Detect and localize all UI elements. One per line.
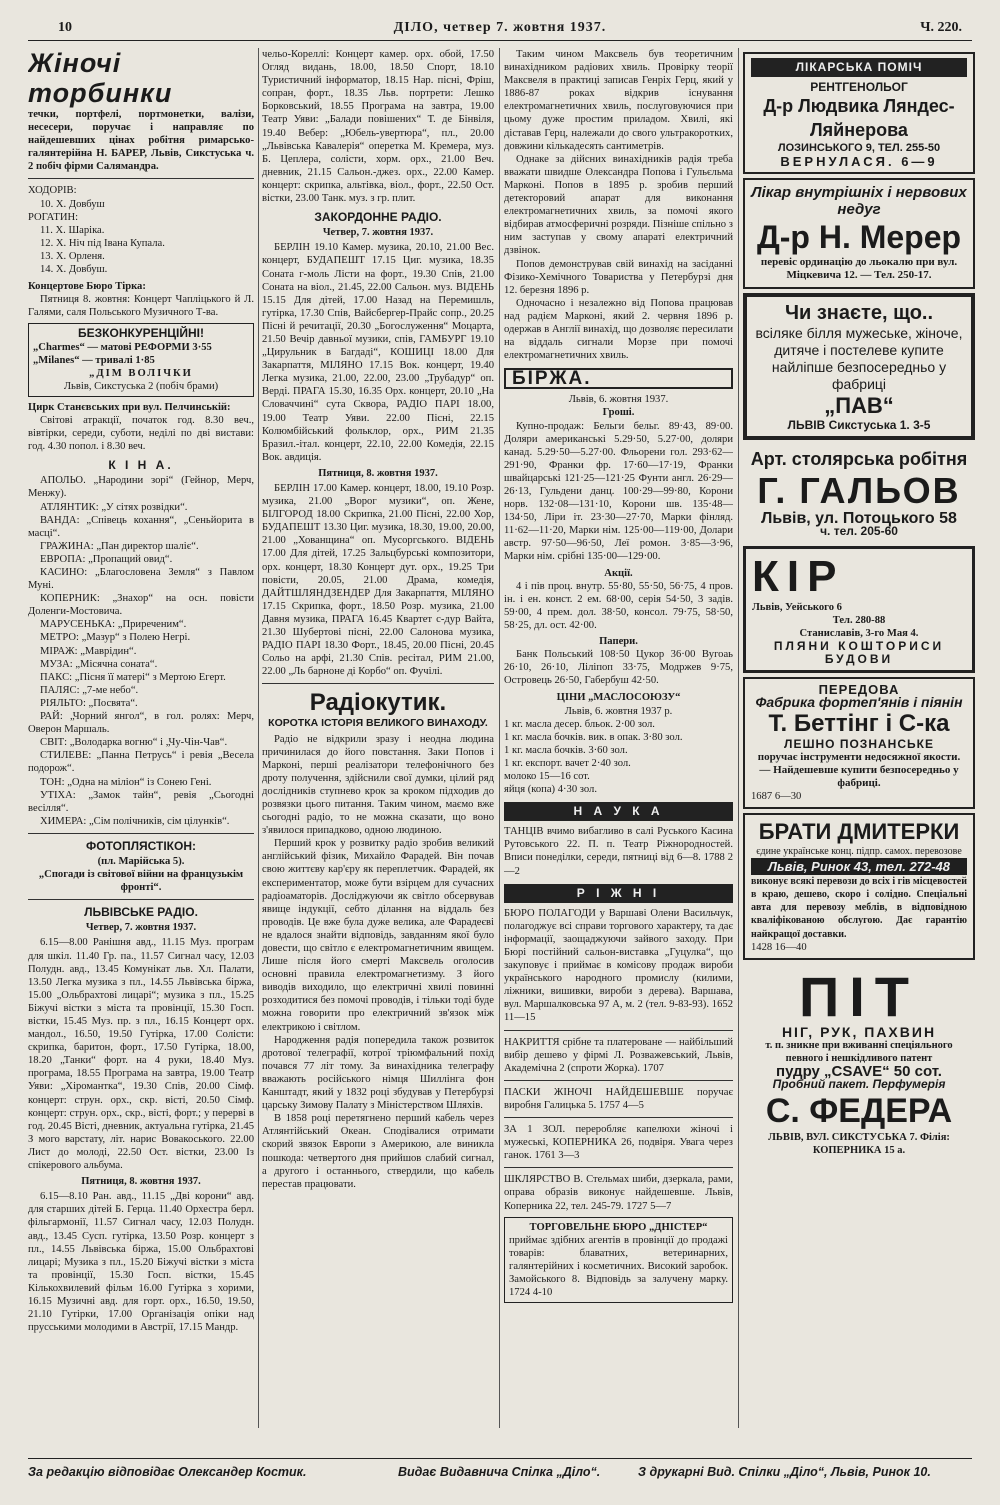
fotoplastikon-address: (пл. Марійська 5). xyxy=(97,855,185,867)
money-heading: Гроші. xyxy=(602,407,635,419)
ad-text: ПЛЯНИ КОШТОРИСИ БУДОВИ xyxy=(773,639,945,667)
masthead: ДІЛО, четвер 7. жовтня 1937. xyxy=(393,20,607,35)
ad-code: 1687 6—30 xyxy=(751,790,802,802)
ad-company: С. ФЕДЕРА xyxy=(765,1092,953,1131)
ad-address: Львів, Ринок 43, тел. 272-48 xyxy=(751,858,967,875)
footer-printer: З друкарні Вид. Спілки „Діло“, Львів, Ринок 10. xyxy=(638,1465,931,1479)
ad-subtitle: єдине українське конц. підпр. самох. перевозове xyxy=(756,845,962,857)
classified-ad: ЗА 1 ЗОЛ. переробляє капелюхи жіночі і мужеські, КОПЕРНИКА 26, подвіря. Увага через ганок. 1761 3—3 xyxy=(504,1124,733,1162)
article-paragraph: Перший крок у розвитку радіо зробив великий англійський фізик, Михайло Фарадей. Він почав свою життєву кар'єру як переплетчик. Фарадей, як експериментатор, може бути взірцем для сучасних радіоаматорів. Досліджуючи як світло обсервував явище індукції, себто ділання на віддаль без проводів. Це вже була дуже велика, але Фарадеєві не вдалося знайти відповідь, завданням якої було довести, що світло є електромагнетичним явищем. Лише після його смерті Максвель оголосив основні правила електромагнетизму. З його виводів виходило, що електричні хвилі повинні розходитися без помочі проводів, і тільки тоді буде можна говорити про електричний зв'язок між електрикою і світлом. xyxy=(262,838,494,1033)
column-2 xyxy=(262,48,494,1191)
ad-line: „ДІМ ВОЛІЧКИ xyxy=(89,367,193,379)
footer-editor: За редакцію відповідає Олександер Костик. xyxy=(28,1465,307,1479)
list-item: 11. X. Шаріка. xyxy=(40,224,105,236)
list-item: СТИЛЕВЕ: „Панна Петрусь“ і ревія „Весела подорож“. xyxy=(28,750,254,775)
list-item: ЕВРОПА: „Пропащий овид“. xyxy=(40,553,173,565)
shares-rates: 4 і пів проц. внутр. 55·80, 55·50, 56·75, 4 пров. ін. і ен. конст. 2 ем. 68·00, серія 54·50, 3 задів. 59·00, 4 прем. дол. 38·50, консол. 79·75, 58·50, 58·25, дл. ост. 42·00. xyxy=(504,580,733,631)
list-item: КАСИНО: „Благословена Земля“ з Павлом Муні. xyxy=(28,567,254,592)
list-item: МЕТРО: „Мазур“ з Полею Негрі. xyxy=(40,632,191,644)
divider xyxy=(28,178,254,179)
article-paragraph: В 1858 році перетягнено перший кабель через Атлянтійський Океан. Сподівалися отримати скорий звязок Европи з Америкою, але виникла пошкода: четвертого дня прийшов слабий сигнал, а другого і останнього, ствердили, що кабель перестав працювати. xyxy=(262,1113,494,1190)
lviv-radio-day: Четвер, 7. жовтня 1937. xyxy=(85,922,197,934)
ad-note: ВЕРНУЛАСЯ. 6—9 xyxy=(780,154,938,170)
list-item: МІРАЖ: „Маврідин“. xyxy=(40,645,137,657)
cinema-title: К І Н А. xyxy=(108,458,174,473)
article-subtitle: КОРОТКА ІСТОРІЯ ВЕЛИКОГО ВИНАХОДУ. xyxy=(268,717,488,730)
column-3 xyxy=(504,48,733,1307)
lviv-radio-title: ЛЬВІВСЬКЕ РАДІО. xyxy=(84,905,198,920)
bags-ad-title: Жіночі торбинки xyxy=(28,48,173,108)
list-item: ХИМЕРА: „Сім полічників, сім цілунків“. xyxy=(40,815,230,827)
divider xyxy=(28,899,254,900)
classified-ad: БЮРО ПОЛАГОДИ у Варшаві Олени Васильчук, полагоджує всі справи торгового характеру, та дає інформації, заощаджуючи зайвого заходу. При Бюрі постійний сальон-виставка „Гуцулка“, що закуповує і приймає в комісову продаж вироби українського народного промислу (килими, ліжники, вишивки, вироби з дерева). Варшава, вул. Маршалковська 97 А, м. 2 (тел. 9-83-93). 1652 11—15 xyxy=(504,907,733,1024)
list-item: МАРУСЕНЬКА: „Приреченим“. xyxy=(40,619,187,631)
ad-text: виконує всякі перевози до всіх і гів місцевостей в краю, дешево, скоро і солідно. Спеціальні авта для перевозу меблів, в відповідною кваліфікованою обслугою. Дає гарантію найкращої доставки. xyxy=(751,876,968,940)
ad-title: Чи знаєте, що.. xyxy=(784,301,934,324)
column-1 xyxy=(28,48,254,1334)
classified-ad: НАКРИТТЯ срібне та платероване — найбільший вибір дешево у фірмі Л. Розважевський, Львів, Академічна 2 (спроти Жорка). 1707 xyxy=(504,1036,733,1074)
ad-title: ТОРГОВЕЛЬНЕ БЮРО „ДНІСТЕР“ xyxy=(529,1221,708,1233)
papers-heading: Папери. xyxy=(599,636,638,648)
ad-address: Львів, Уейського 6 xyxy=(752,601,842,613)
list-item: УТІХА: „Замок тайн“, ревія „Сьогодні весілля“. xyxy=(28,789,254,814)
list-item: ХОДОРІВ: xyxy=(28,185,77,197)
list-item: АПОЛЬО. „Народини зорі“ (Гейнор, Мерч, Менжу). xyxy=(28,475,254,500)
fotoplastikon-title: ФОТОПЛЯСТІКОН: xyxy=(86,838,196,853)
misc-banner: Р І Ж Н І xyxy=(504,884,733,903)
list-item: 1 кг. масла бочків. 3·60 зол. xyxy=(504,744,628,756)
article-paragraph: Одночасно і незалежно від Попова працював над радієм Марконі, який 2. червня 1896 р. одержав в Англії винахід, що дозволяє пересилати на віддаль сигнали Морзе при помочі електромагнетичних хвиль. xyxy=(504,297,733,362)
ad-line: „Milanes“ — тривалі 1·85 xyxy=(33,354,155,366)
list-item: яйця (копа) 4·30 зол. xyxy=(504,784,597,796)
doctor-ad-2 xyxy=(743,178,975,288)
ad-name: Д-р Н. Мерер xyxy=(756,219,962,256)
list-item: ТОН: „Одна на міліон“ із Сонею Гені. xyxy=(40,776,212,788)
list-item: МУЗА: „Місячна соната“. xyxy=(40,658,158,670)
list-item: РІЯЛЬТО: „Посвята“. xyxy=(40,697,138,709)
papers-rates: Банк Польський 108·50 Цукор 36·00 Вугоаь 26·10, 26·10, Ліліпоп 33·75, Модржев 9·75, Островець 26·50, Габербуш 42·50. xyxy=(504,649,733,687)
kir-ad xyxy=(743,546,975,673)
money-rates: Купно-продаж: Бельги бельг. 89·43, 89·00. Доляри американські 5.29·50, 5.27·00, доляри канад. 5.29·50—5.27·00. Фльорени гол. 293·62—291·90, Франки фр. 17·60—17·19, Франки швайцарські 121·25—121·25 Фунти англ. 26·29—26·13, Гульдени данц. 100·29—99·80, Корони норв. 132·08—131·10, Корони шв. 135·48—134·50, Ліри іт. 23·30—27·70, Марки фінляд. 11·62—11·20, Марки нім. 125·00—119·00, Долари австр. 97·50—96·50, Леї ромон. 3·85—3·96, Марки нім. срібні 135·00—129·00. xyxy=(504,420,733,563)
list-item: КОПЕРНИК: „Знахор“ на осн. повісти Доленги-Мостовича. xyxy=(28,593,254,618)
federa-ad xyxy=(743,964,975,1162)
ad-text: перевіс ординацію до льокалю при вул. Міцкевича 12. — Тел. 250-17. xyxy=(760,256,958,282)
piano-ad xyxy=(743,677,975,809)
ad-powder: пудру „CSAVE“ 50 сот. xyxy=(776,1063,942,1080)
divider xyxy=(504,1080,733,1081)
exchange-date: Львів, 6. жовтня 1937. xyxy=(568,394,669,406)
ad-name: Д-р Людвика Ляндес-Ляйнерова xyxy=(763,96,955,141)
ad-subtitle: Лікар внутрішніх і нервових недуг xyxy=(751,184,967,219)
dim-volichky-ad xyxy=(28,323,254,396)
ad-address: ЛОЗИНСЬКОГО 9, ТЕЛ. 255-50 xyxy=(777,142,941,155)
ad-text: всіляке білля мужеське, жіноче, дитяче і постелеве купите найліпше безпосередньо у фабриці xyxy=(755,324,963,392)
foreign-radio-day: Четвер, 7. жовтня 1937. xyxy=(322,227,434,239)
concert-text: Пятниця 8. жовтня: Концерт Чапліцького й Л. Галями, саля Польського Музичного Т-ва. xyxy=(28,294,254,319)
shares-heading: Акції. xyxy=(604,567,633,579)
page-footer xyxy=(28,1458,972,1479)
article-paragraph: Радіо не відкрили зразу і неодна людина причинилася до його повстання. Заки Попов і Марконі, перші реалізатори телефонічного без дроту получення, здійснили свої думки, цілий ряд дослідників ступнево крок за кроком підходив до розвязки цього питання. Таким чином, маємо вже сьогодні радіо, то не можна сказати, що воно з'явилося припадково, одною людиною. xyxy=(262,733,494,837)
list-item: ВАНДА: „Співець кохання“, „Сеньйорита в масці“. xyxy=(28,514,254,539)
article-paragraph: Таким чином Максвель був теоретичним винахідником радіових хвиль. Провірку теорії Максвеля в практиці записав Генріх Герц, який у 1886-87 роках відкрив існування електромагнетичних хвиль, послуговуючися при цьому дуже простим приладом. Хвилі, які діставав Герц, належали до свого ультракоротких, довжини кількадесять сантиметрів. xyxy=(504,49,733,152)
ad-name: БРАТИ ДМИТЕРКИ xyxy=(758,818,960,844)
bags-ad-text: течки, портфелі, портмонетки, валізи, несесери, поручає і направляє по найдешевших цінах робітня римарсько-галянтерійна Н. БАРЕР, Львів, Сикстуська ч. 2 побіч фірми Салямандра. xyxy=(28,109,254,173)
article-paragraph: Однаке за дійсних винахідників радія треба вважати швидше Олександра Попова і Гульєльма Марконі. Попов в 1895 р. зробив перший детекторовий апарат для виконання електромагнетичних хвиль, за помочі якого відбирав атмосферичні розряди. Пізніше спільно з ним заступав у свому апараті електричний дзвінок. xyxy=(504,153,733,257)
divider xyxy=(504,1030,733,1031)
lviv-radio-day: Пятниця, 8. жовтня 1937. xyxy=(81,1176,201,1188)
theatre-places xyxy=(28,184,254,276)
divider xyxy=(28,833,254,834)
science-banner: Н А У К А xyxy=(504,802,733,821)
ad-text: поручає інструменти недосяжної якости. — Найдешевше купити безпосередньо у фабриці. xyxy=(757,750,961,789)
ad-text: т. п. зникне при вживанні спеціяльного певного і нешкідливого патент xyxy=(765,1039,953,1064)
column-divider xyxy=(499,48,500,1428)
ad-city: ЛЕШНО ПОЗНАНСЬКЕ xyxy=(784,736,934,751)
dmyterky-ad xyxy=(743,813,975,960)
list-item: ГРАЖИНА: „Пан директор шаліє“. xyxy=(40,540,199,552)
list-item: 1 кг. масла десер. бльок. 2·00 зол. xyxy=(504,718,655,730)
column-4 xyxy=(743,48,975,1165)
page-header xyxy=(28,18,972,41)
prices-title: ЦІНИ „МАСЛОСОЮЗУ“ xyxy=(556,692,681,704)
cinema-list xyxy=(28,474,254,828)
ad-title: БЕЗКОНКУРЕНЦІЙНІ! xyxy=(78,326,204,341)
ad-phone: Тел. 280-88 xyxy=(832,614,886,626)
classified-ad: ШКЛЯРСТВО В. Стельмах шиби, дзеркала, рами, оправа образів виконує найдешевше. Львів, Коперника 22, тел. 245-79. 1727 5—7 xyxy=(504,1174,733,1212)
ad-phone: ч. тел. 205-60 xyxy=(820,523,898,538)
ad-code: 1428 16—40 xyxy=(751,941,807,953)
lviv-radio-program: 6.15—8.00 Ранішня авд., 11.15 Муз. програм для шкіл. 11.40 Гр. па., 11.57 Сигнал часу, 12.03 Полудн. авд., 13.45 Комунікат льв. Хл. Палати, 13.50 Легка музика з пл., 14.55 Львівська біржа, 15.00 „Ольбрахтові лицарі“; музика з пл., 15.25 Біжучі вістки з міста та провінції, 15.30 Госп. вістки, 15.45 Муз. пр. з пл., 16.15 Концерт орх. мандол., 16.50, 19.50 Гутірка, 17.00 Солісти: скрипка, баритон, форт., 17.50 Гутірка, 18.00, 18.20 „Танки“ форт. на 4 руки, 18.40 Муз. програма, 18.55 Програма на завтра, 19.00 Театр Уяви: „Хіромантка“, 19.30 Спів, 20.00 Сімф. концерт: струн. орх., скр. вісті, 20.50 Сімф. концерт: струн. орх., скр., вісті, форт.; у перерві в год. 20.45 Вісті, дневник, актуальна гутірка, 21.45 З мого варстату, літ. нарис Вовакоського. 22.00 Лист до молоді, 22.50 Ост. вістки, 23.00 Із спікерового альбума. xyxy=(28,937,254,1172)
list-item: 10. X. Довбуш xyxy=(40,198,105,210)
pav-ad xyxy=(743,293,975,440)
article-paragraph: Народження радія попередила також розвиток дротової телеграфії, котрої тріюмфальний похід почався 77 літ тому. За винахідника телеграфу вважають російського німця Шиллінга фон Канштадт, який у 1832 році збудував у Петербурзі царську Зимову Палату з Міністерством Шляхів. xyxy=(262,1034,494,1112)
concert-heading: Концертове Бюро Тірка: xyxy=(28,281,146,293)
article-paragraph: Попов демонстрував свій винахід на засіданні Фізико-Хемічного Товариства у Петербурзі дня 12. березня 1896 р. xyxy=(504,258,733,296)
ad-head: ПЕРЕДОВА xyxy=(818,682,900,698)
ad-line: Фабрика фортеп'янів і піянін xyxy=(755,694,963,711)
ad-line: Львів, Сикстуська 2 (побіч брами) xyxy=(63,380,219,392)
foreign-radio-title: ЗАКОРДОННЕ РАДІО. xyxy=(314,210,442,225)
ad-name: Г. ГАЛЬОВ xyxy=(757,469,961,511)
ad-brand: „ПАВ“ xyxy=(824,392,894,418)
column-divider xyxy=(738,48,739,1428)
ad-text: приймає здібних агентів в провінції до продажі товарів: блаватних, ветеринарних, галянтерійних і косметичних. Високий заробок. Замойського 8. Відповідь за залучену марку. 1724 4-10 xyxy=(509,1234,728,1299)
list-item: 1 кг. масла бочків. вик. в опак. 3·80 зол. xyxy=(504,731,683,743)
list-item: 1 кг. експорт. вачет 2·40 зол. xyxy=(504,757,631,769)
divider xyxy=(504,1117,733,1118)
ad-address: ЛЬВІВ Сикстуська 1. 3-5 xyxy=(787,417,931,432)
divider xyxy=(504,1167,733,1168)
list-item: АТЛЯНТИК: „У сітях розвідки“. xyxy=(40,501,188,513)
lviv-radio-program: 6.15—8.10 Ран. авд., 11.15 „Дві корони“ авд. для старших дітей Б. Герца. 11.40 Орхестра берл. фільгармонії, 11.57 Сигнал часу, 12.03 Полудн. авд., 13.45 Сусп. гутірка, 13.50 Розр. концерт з пл., 14.55 Львівська біржа, 15.00 Ольбрахтові лицарі; Музика з пл., 15.20 Біжучі вістки з міста та провінції, 15.30 Госп. вістки, 15.45 Кількохвилевий фільм 16.00 Гутірка з хорими, 16.15 Музичні авд. для горт. орх., 16.50, 19.50, 21.10 Гутірки, 17.00 Організація опіки над прусськими молодими в Австрії, 17.15 Мандр. xyxy=(28,1191,254,1334)
ad-name: ПІТ xyxy=(798,964,919,1028)
issue-number: Ч. 220. xyxy=(920,20,962,35)
circus-heading: Цирк Станєвських при вул. Пелчинській: xyxy=(28,401,231,413)
lviv-radio-continued: чельо-Кореллі: Концерт камер. орх. обой, 17.50 Огляд видань, 18.00, 18.50 Спорт, 18.10 Туристичний інформатор, 18.15 Нар. пісні, Фріш, сопран, форт., 18.35 Льв. портрети: Лешко Борковський, 18.55 Програма на завтра, 19.00 Театр Уяви: „Балади повішених“ Т. де Бінвіля, 19.40 Вебер: „Юбель-увертюра“, пл., 20.00 „Львівська Кавалерія“ оперетка М. Кремера, муз. Б. Цеплера, солісти, хорм. орх., 21.00 Веч. дневник, 21.15 Сальон.-джез. орх., 22.00 Камер. концерт: скрипка, альтівка, віол., форт., 22.50 Ост. вістки, 23.00 Танк. муз. з гр. плит. xyxy=(262,49,494,205)
foreign-radio-day: Пятниця, 8. жовтня 1937. xyxy=(318,467,438,479)
ad-name: КІР xyxy=(752,551,845,601)
ad-branch: Станиславів, 3-го Мая 4. xyxy=(799,628,919,640)
circus-text: Світові атракції, початок год. 8.30 веч., вівтірки, середи, суботи, неділі по дві вистави: год. 4.30 попол. і 8.30 веч. xyxy=(28,414,254,453)
ad-line: „Charmes“ — матові РЕФОРМИ 3·55 xyxy=(33,341,212,353)
ad-address: ЛЬВІВ, ВУЛ. СИКСТУСЬКА 7. Філія: КОПЕРНИКА 15 а. xyxy=(768,1132,950,1157)
foreign-radio-program: БЕРЛІН 19.10 Камер. музика, 20.10, 21.00 Вес. концерт, БУДАПЕШТ 17.15 Циг. музика, 18.35 Соната г-моль Лісти на форт., 19.30 Спів, 21.00 Соната на віол., 21.45, 22.00 Сальон. муз. ВІДЕНЬ 15.15 Для дітей, 17.00 Назад на Перемишль, гутірка, 17.30 Спів, Вайсбергер-Прайс сопр., 20.25 Пісні й речитації, 20.30 „Богослуження“ Моцарта, 21.50 Вечір давньої музики, спів, ГАМБУРГ 19.10 „Цирульник в Багдаді“, КОШИЦІ 18.00 Для Закарпаття, МІЛЯНО 17.15 Вок. концерт, 19.40 Легка музика, 21.00, 22.00, 23.00 „Трубадур“ оп. Верді. ПРАГА 15.30, 16.35 Орх. концерт, 20.10 „На Словаччині“ сута Скворa, РАДІО ПАРІ 18.00, 19.00 Театр Уяви. 22.00 Пісні, 22.15 Колюмбійський фольклор, орх., РИМ 21.35 Бразил.-італ. концерт, 22.10, 22.00 Комедія, 22.15 Вок. авдиція. xyxy=(262,242,494,463)
classified-ad: ТАНЦІВ вчимо вибагливо в салі Руського Касина Рутовського 22. П. п. Театр Ріжнородностей. Вписи понеділки, середи, пятниці від 6—8. 1788 2—2 xyxy=(504,826,733,877)
list-item: молоко 15—16 сот. xyxy=(504,770,590,782)
radio-corner-title: Радіокутик. xyxy=(309,689,447,717)
list-item: СВІТ: „Володарка вогню“ і „Чу-Чін-Чав“. xyxy=(40,737,228,749)
ad-subtitle: НІГ, РУК, ПАХВИН xyxy=(781,1023,937,1040)
list-item: РОГАТИН: xyxy=(28,211,79,223)
ad-role: РЕНТГЕНОЛЬОГ xyxy=(810,80,908,95)
galiov-ad xyxy=(743,444,975,542)
ad-banner: ЛІКАРСЬКА ПОМІЧ xyxy=(751,58,967,77)
list-item: 13. X. Орленя. xyxy=(40,250,105,262)
foreign-radio-program: БЕРЛІН 17.00 Камер. концерт, 18.00, 19.10 Розр. музика, 21.00 „Ворог музики“, оп. Жене, БІЛГОРОД 18.00 Скрипка, 21.00 Пісні, 22.00 Хор, БУДАПЕШТ 13.30 Циг. музика, 18.30, 19.00, 20.00, 21.00 „Хованщина“ оп. Мусоргського. ВІДЕНЬ 17.00 Для дітей, 17.25 Зальцбурські композитори, орх. концерт, 18.30 Концерт дут. орх., 19.25 Три повісти, 20.05, 21.00 Драма, комедія, ДАЙТШЛЯНДЗЕНДЕР Для Закарпаття, МІЛЯНО 17.15 Скрипка, форт., 18.50 Розр. музика, 21.00 Давня музика, ПРАГА 16.45 Квартет с-дур Вайта, 21.30 Шубертові пісні, 22.00 Салонова музика, РАДІО ПАРІ 18.30 Форт., 18.45, 20.00 Пісні, 20.45 Сольо на арфі, 21.30 Спів. ресітал, РИМ 21.00, 22.00 „Ль барноне ді Корбо“ оп. Фучілі. xyxy=(262,483,494,678)
prices-list xyxy=(504,718,733,797)
fotoplastikon-text: „Спогади із світової війни на французькім фронті“. xyxy=(38,869,244,894)
list-item: ПАКС: „Пісня її матері“ з Мертою Егерт. xyxy=(40,671,226,683)
doctor-ad-1 xyxy=(743,52,975,174)
footer-publisher: Видає Видавнича Спілка „Діло“. xyxy=(398,1465,601,1479)
classified-ad: ПАСКИ ЖІНОЧІ НАЙДЕШЕВШЕ поручає виробня Галицька 5. 1757 4—5 xyxy=(504,1086,733,1111)
list-item: 14. X. Довбуш. xyxy=(40,264,108,276)
ad-pack: Пробний пакет. Перфумерія xyxy=(772,1077,946,1092)
ad-name: Т. Беттінг і С-ка xyxy=(768,709,950,737)
list-item: ПАЛЯС: „7-ме небо“. xyxy=(40,684,139,696)
ad-address: Львів, ул. Потоцького 58 xyxy=(761,509,957,527)
divider xyxy=(262,683,494,684)
dnister-ad xyxy=(504,1217,733,1304)
column-divider xyxy=(258,48,259,1428)
list-item: 12. X. Ніч під Івана Купала. xyxy=(40,237,165,249)
list-item: РАЙ: „Чорний янгол“, в гол. ролях: Мерч, Оверон Маршаль. xyxy=(28,711,254,736)
exchange-title: БІРЖА. xyxy=(504,368,733,389)
prices-date: Львів, 6. жовтня 1937 р. xyxy=(564,705,673,717)
ad-line: Арт. столярська робітня xyxy=(750,448,968,469)
page-number: 10 xyxy=(58,20,72,35)
